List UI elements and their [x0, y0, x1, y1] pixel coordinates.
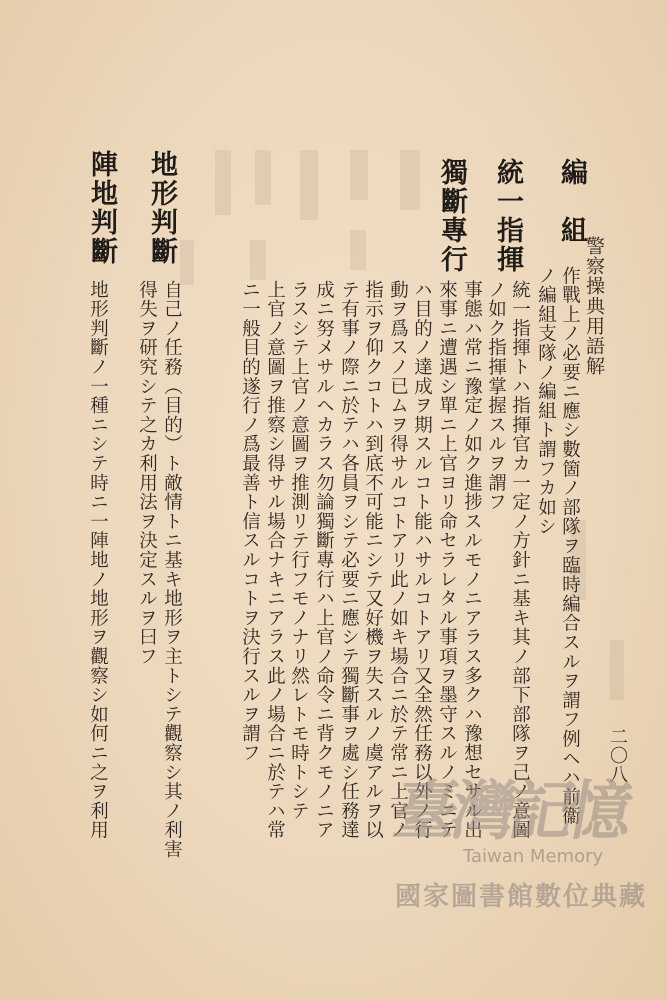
definition-line: 動ヲ爲スノ已ムヲ得サルコトアリ此ノ如キ場合ニ於テ常ニ上官ノ [387, 280, 409, 840]
definition-line: テ有事ノ際ニ於テハ各員ヲシテ必要ニ應シテ獨斷事ヲ處シ任務達 [338, 280, 360, 840]
archive-watermark [387, 760, 665, 920]
term-heading: 地形判斷 [146, 150, 177, 266]
definition-line: 統一指揮トハ指揮官カ一定ノ方針ニ基キ其ノ部下部隊ヲ己ノ意圖 [509, 280, 531, 840]
definition-line: ハ目的ノ達成ヲ期スルコト能ハサルコトアリ又全然任務以外ノ行 [411, 280, 433, 840]
definition-line: ラスシテ上官ノ意圖ヲ推測リテ行フモノナリ然レトモ時トシテ [288, 280, 310, 821]
definition-line: 來事ニ遭遇シ單ニ上官ヨリ命セラレタル事項ヲ墨守スルノミニテ [436, 280, 458, 840]
term-heading: 陣地判斷 [86, 150, 117, 266]
term-heading: 統一指揮 [492, 158, 523, 274]
watermark-english: Taiwan Memory [463, 846, 604, 867]
definition-line: 作戰上ノ必要ニ應シ數箇ノ部隊ヲ臨時編合スルヲ謂フ例ヘハ前衞 [559, 266, 581, 826]
watermark-chinese: 國家圖書館數位典藏 [395, 882, 648, 912]
definition-line: 自己ノ任務（目的）ト敵情トニ基キ地形ヲ主トシテ觀察シ其ノ利害 [161, 280, 183, 859]
page-number: 二〇八 [607, 727, 628, 784]
definition-line: ノ編組支隊ノ編組ト謂フカ如シ [535, 266, 557, 537]
definition-line: 上官ノ意圖ヲ推察シ得サル場合ナキニアラス此ノ場合ニ於テハ常 [264, 280, 286, 840]
term-heading: 獨斷專行 [436, 158, 467, 274]
definition-line: 成ニ努メサルヘカラス勿論獨斷專行ハ上官ノ命令ニ背クモノニア [313, 280, 335, 840]
watermark-logo-text: 臺灣記憶 [387, 774, 633, 849]
definition-line: ノ如ク指揮掌握スルヲ謂フ [485, 280, 507, 512]
definition-line: 得失ヲ研究シテ之カ利用法ヲ決定スルヲ曰フ [136, 280, 158, 666]
term-heading: 編 組 [556, 158, 587, 245]
definition-line: 地形判斷ノ一種ニシテ時ニ一陣地ノ地形ヲ觀察シ如何ニ之ヲ利用 [87, 280, 109, 840]
definition-line: 指示ヲ仰クコトハ到底不可能ニシテ又好機ヲ失スルノ虞アルヲ以 [362, 280, 384, 840]
definition-line: ニ一般目的遂行ノ爲最善ト信スルコトヲ決行スルヲ謂フ [239, 280, 261, 763]
definition-line: 事態ハ常ニ豫定ノ如ク進捗スルモノニアラス多クハ豫想セサル出 [461, 280, 483, 840]
running-title: 警察操典用語解 [583, 236, 605, 376]
